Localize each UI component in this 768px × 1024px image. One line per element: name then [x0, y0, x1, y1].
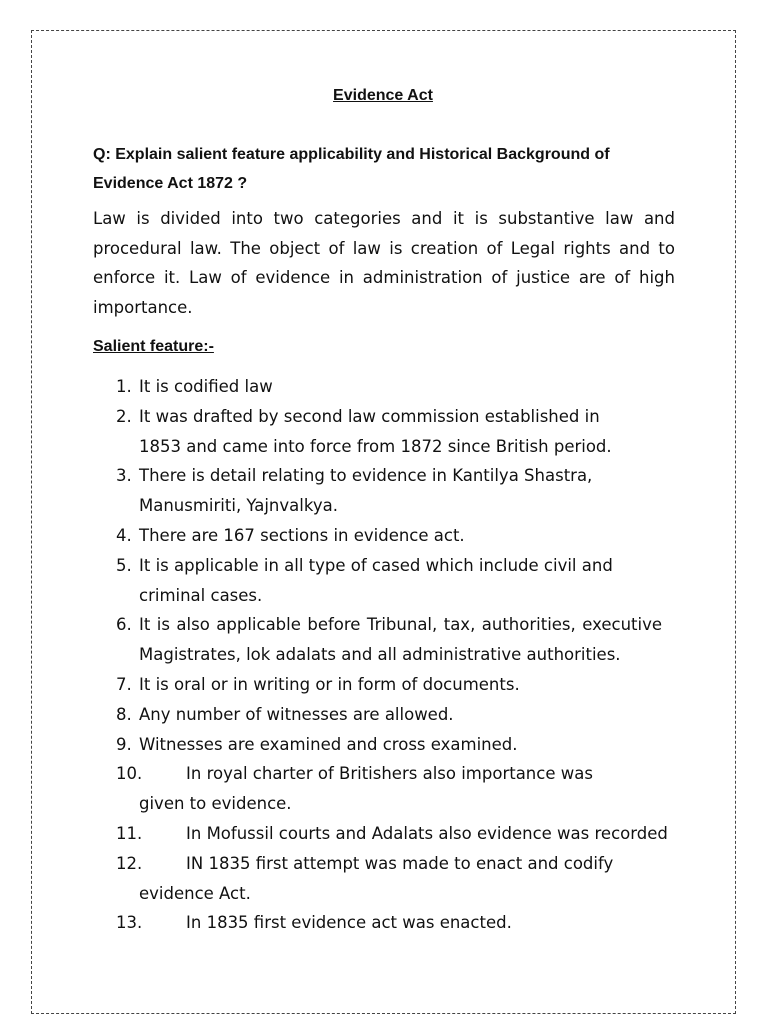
list-item-text: There are 167 sections in evidence act.: [139, 525, 465, 545]
list-item: [116, 819, 729, 849]
list-item: [116, 849, 649, 909]
list-item: [116, 610, 662, 670]
list-item-number: 12.: [116, 853, 143, 873]
list-item-number: 5.: [116, 555, 132, 575]
list-item-number: 7.: [116, 674, 132, 694]
list-item-text: There is detail relating to evidence in Kantilya Shastra, Manusmiriti, Yajnvalkya.: [139, 466, 593, 516]
list-item-number: 6.: [116, 615, 132, 635]
list-item: [116, 700, 706, 730]
list-item-number: 13.: [116, 913, 143, 933]
list-item-number: 10.: [116, 764, 143, 784]
list-item-text: In royal charter of Britishers also importance was given to evidence.: [139, 764, 593, 814]
list-item: [116, 372, 706, 402]
list-item: [116, 908, 699, 938]
list-item-text: Any number of witnesses are allowed.: [139, 704, 454, 724]
list-item: [116, 670, 706, 700]
feature-list: [116, 372, 706, 938]
list-item-number: 1.: [116, 377, 132, 396]
intro-paragraph: Law is divided into two categories and it is substantive law and procedural law. The object of law is creation of Legal rights and to enforce it. Law of evidence in administration of justice are of high importance.: [93, 209, 675, 318]
question-text: Q: Explain salient feature applicability and Historical Background of Evidence Act 1872 ?: [93, 146, 610, 192]
list-item-text: In 1835 first evidence act was enacted.: [186, 913, 512, 933]
list-item: [116, 521, 706, 551]
salient-feature-heading: Salient feature:-: [93, 338, 214, 355]
list-item: [116, 730, 706, 760]
list-item-number: 3.: [116, 466, 132, 486]
list-item-text: It is applicable in all type of cased which include civil and criminal cases.: [139, 555, 613, 605]
list-item-text: It is codified law: [139, 377, 273, 396]
list-item-number: 9.: [116, 734, 132, 754]
list-item-text: It is also applicable before Tribunal, tax, authorities, executive Magistrates, lok adalats and all administrative authorities.: [139, 615, 662, 665]
list-item-text: Witnesses are examined and cross examined.: [139, 734, 518, 754]
list-item: [116, 759, 641, 819]
list-item-text: It was drafted by second law commission established in 1853 and came into force from 1872 since British period.: [139, 406, 612, 456]
list-item-text: IN 1835 first attempt was made to enact and codify evidence Act.: [139, 853, 614, 903]
list-item: [116, 461, 639, 521]
list-item-number: 2.: [116, 406, 132, 426]
list-item: [116, 551, 664, 611]
list-item-number: 11.: [116, 823, 143, 843]
list-item-text: It is oral or in writing or in form of documents.: [139, 674, 520, 694]
list-item-number: 8.: [116, 704, 132, 724]
document-title: Evidence Act: [333, 87, 433, 104]
list-item-text: In Mofussil courts and Adalats also evidence was recorded: [186, 823, 668, 843]
list-item-number: 4.: [116, 525, 132, 545]
list-item: [116, 402, 639, 462]
